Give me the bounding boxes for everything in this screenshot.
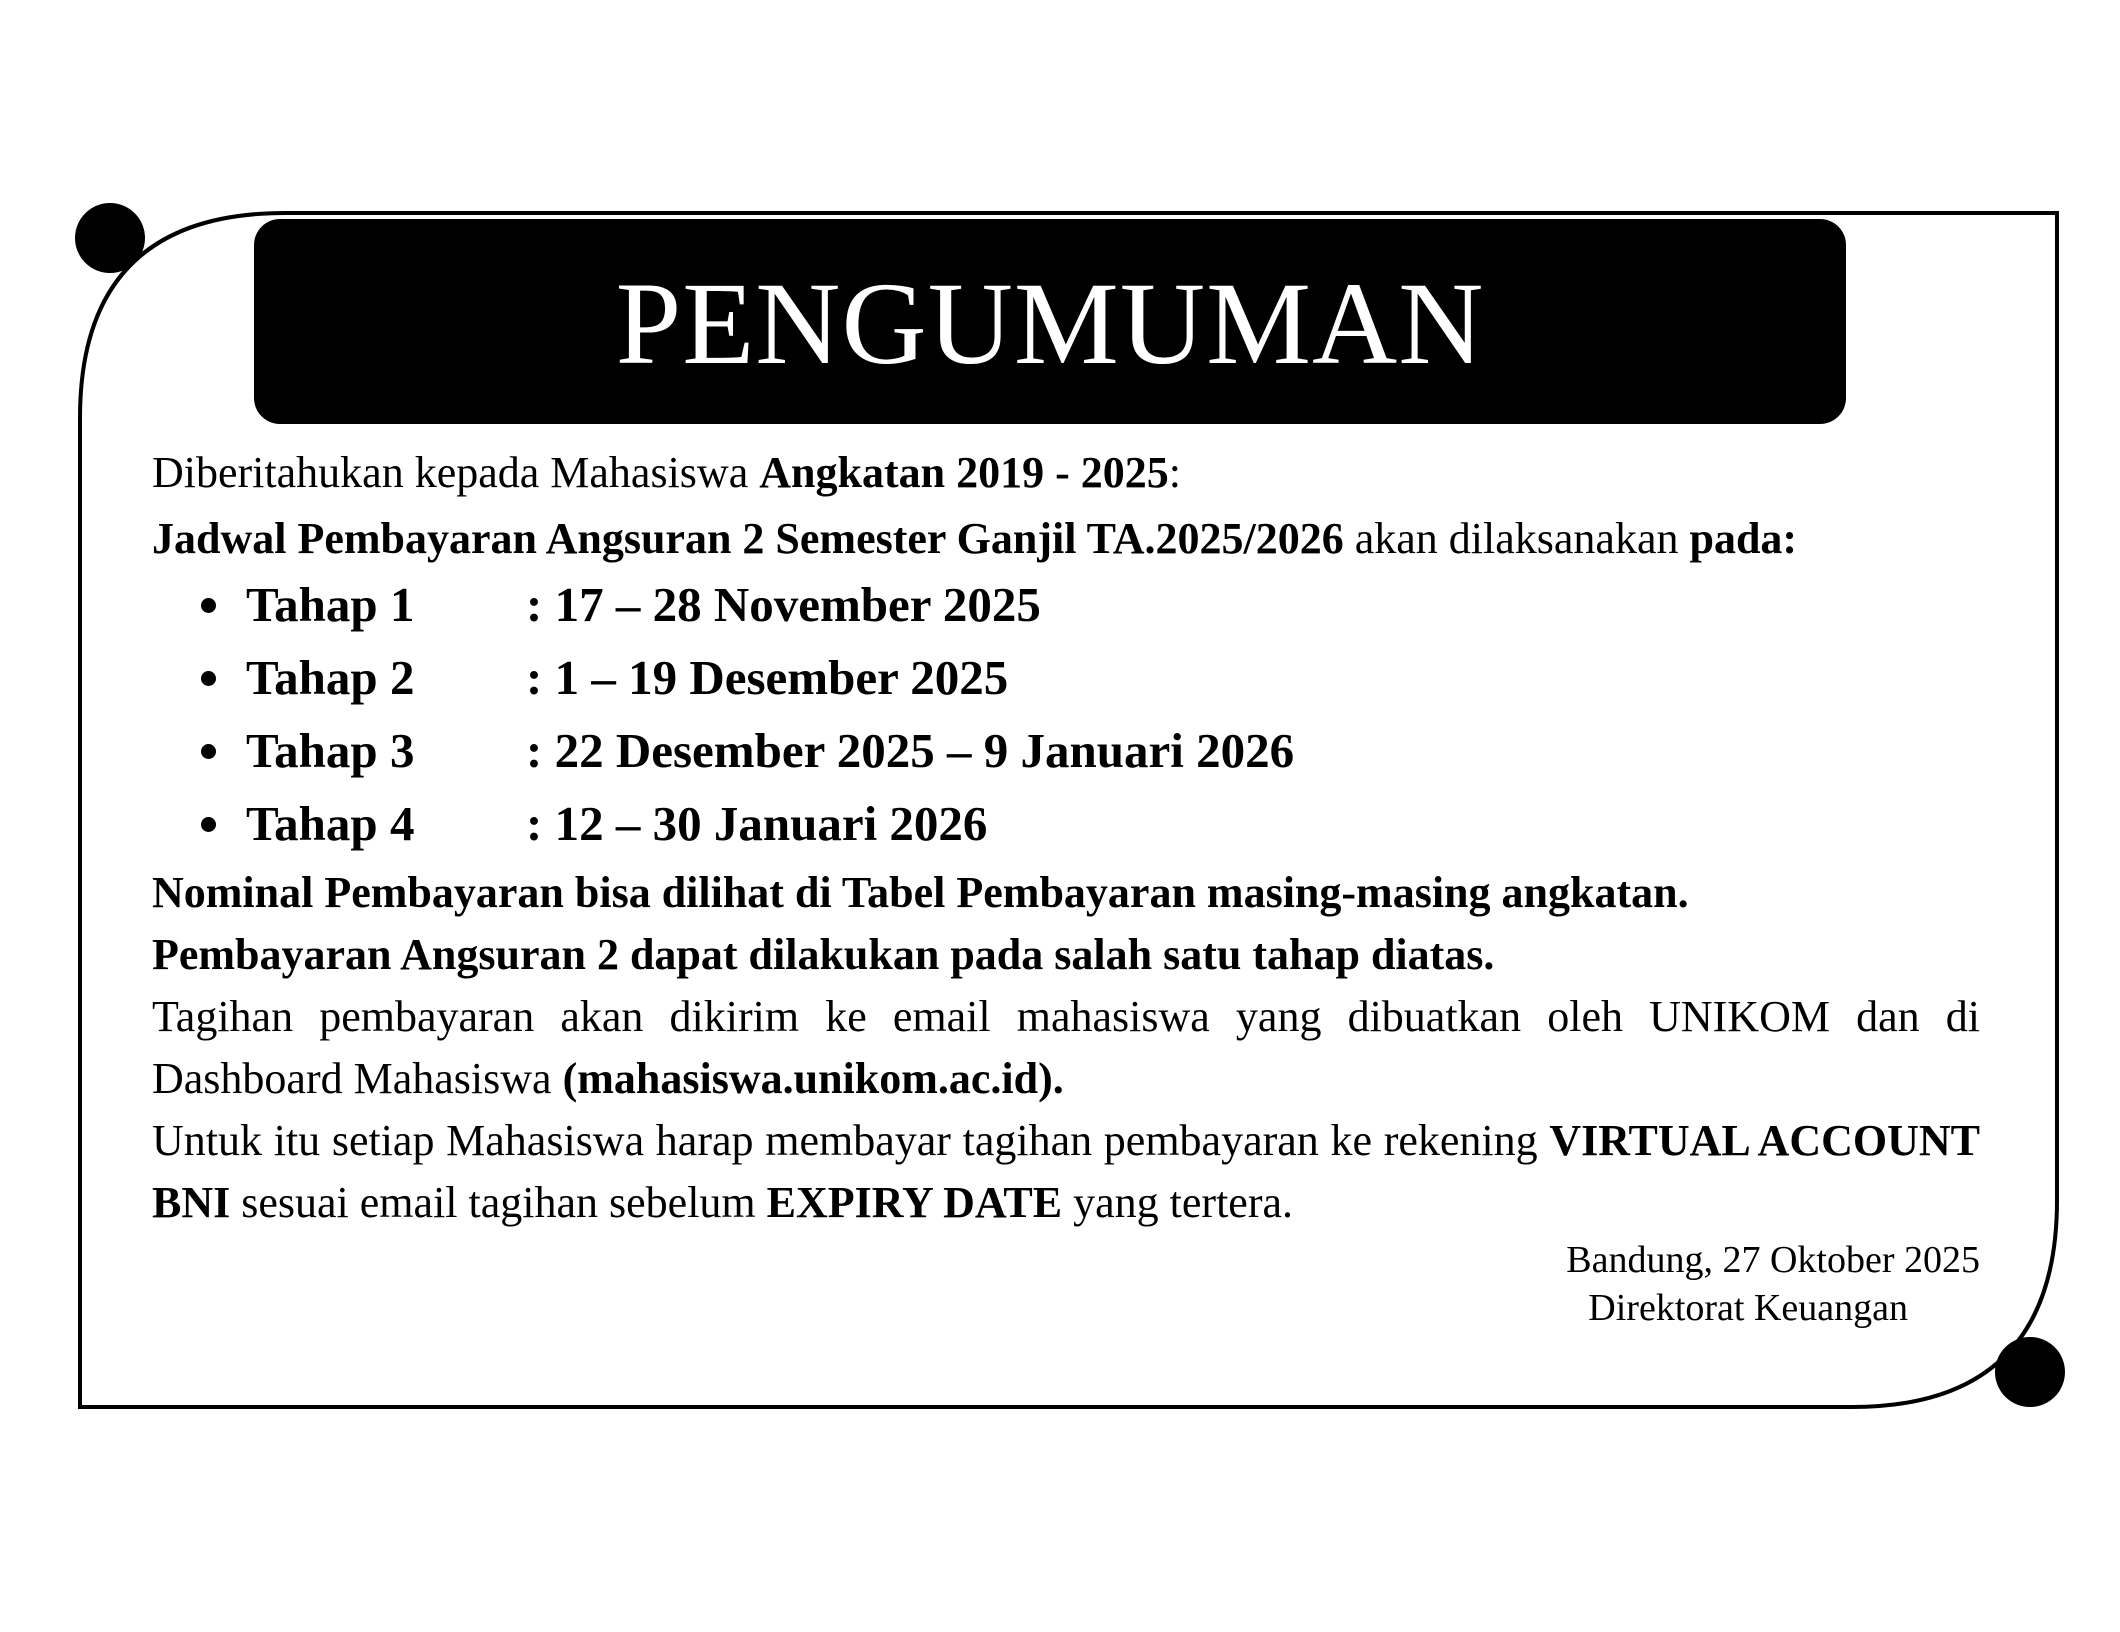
intro-line xyxy=(152,442,1980,508)
nominal-note: Nominal Pembayaran bisa dilihat di Tabel Pembayaran masing-masing angkatan. xyxy=(152,868,1689,917)
list-item xyxy=(152,643,1980,716)
stage-name: Tahap 1 xyxy=(246,577,415,632)
stage-date: : 1 – 19 Desember 2025 xyxy=(526,650,1009,705)
stage-name: Tahap 2 xyxy=(246,650,415,705)
instruction-text-3: yang tertera. xyxy=(1062,1178,1294,1227)
virtual-account: VIRTUAL ACCOUNT BNI xyxy=(152,1116,1981,1227)
instruction-paragraph xyxy=(152,1110,1980,1234)
list-item xyxy=(152,789,1980,862)
notice-title: PENGUMUMAN xyxy=(615,257,1485,389)
place-date: Bandung, 27 Oktober 2025 xyxy=(1566,1239,1980,1281)
intro-text: Diberitahukan kepada Mahasiswa xyxy=(152,448,760,497)
cohort-range: Angkatan 2019 - 2025 xyxy=(759,448,1169,497)
stage-name: Tahap 3 xyxy=(246,723,415,778)
schedule-text: akan dilaksanakan xyxy=(1343,514,1690,563)
dashboard-url: (mahasiswa.unikom.ac.id). xyxy=(562,1054,1064,1103)
stage-date: : 22 Desember 2025 – 9 Januari 2026 xyxy=(526,723,1295,778)
bullet-icon xyxy=(201,744,216,759)
list-item xyxy=(152,570,1980,643)
instruction-text-1: Untuk itu setiap Mahasiswa harap membayar tagihan pembayaran ke rekening xyxy=(152,1116,1550,1165)
stage-date: : 12 – 30 Januari 2026 xyxy=(526,796,988,851)
notice-body xyxy=(152,442,1980,1234)
schedule-line xyxy=(152,508,1980,570)
signature-block xyxy=(1566,1236,1980,1332)
schedule-tail: pada: xyxy=(1689,514,1798,563)
stage-list xyxy=(152,570,1980,862)
bullet-icon xyxy=(201,598,216,613)
expiry-date-label: EXPIRY DATE xyxy=(766,1178,1063,1227)
instruction-text-2: sesuai email tagihan sebelum xyxy=(230,1178,767,1227)
stage-name: Tahap 4 xyxy=(246,796,415,851)
title-banner xyxy=(254,219,1846,424)
billing-paragraph xyxy=(152,986,1980,1110)
department-name: Direktorat Keuangan xyxy=(1588,1287,1908,1329)
schedule-title: Jadwal Pembayaran Angsuran 2 Semester Ganjil TA.2025/2026 xyxy=(152,514,1344,563)
decorative-dot-top-left xyxy=(75,203,145,273)
bullet-icon xyxy=(201,817,216,832)
bullet-icon xyxy=(201,671,216,686)
payment-note: Pembayaran Angsuran 2 dapat dilakukan pada salah satu tahap diatas. xyxy=(152,930,1495,979)
decorative-dot-bottom-right xyxy=(1995,1337,2065,1407)
list-item xyxy=(152,716,1980,789)
intro-colon: : xyxy=(1168,448,1181,497)
stage-date: : 17 – 28 November 2025 xyxy=(526,577,1041,632)
billing-text: Tagihan pembayaran akan dikirim ke email mahasiswa yang dibuatkan oleh UNIKOM dan di Dashboard Mahasiswa xyxy=(152,992,1980,1103)
